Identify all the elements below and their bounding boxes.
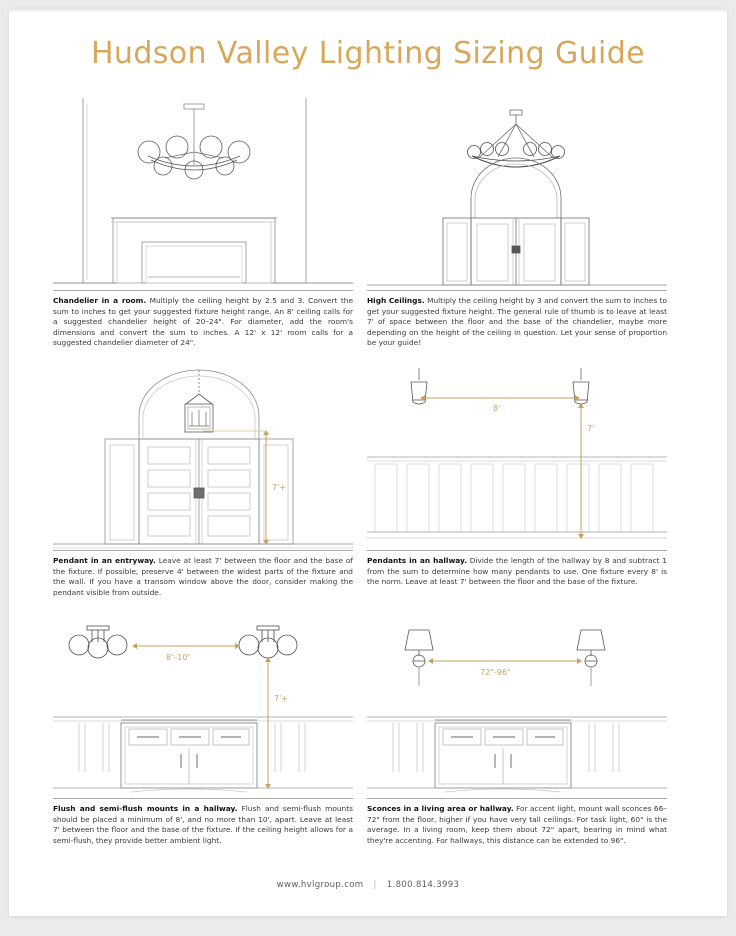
- caption-heading: High Ceilings.: [367, 296, 425, 305]
- page-footer: [9, 880, 727, 890]
- footer-separator: |: [373, 880, 377, 890]
- panel-pendant-in-an-entryway: [53, 368, 353, 598]
- caption-pendant-in-an-entryway: [53, 550, 353, 598]
- panel-chandelier-in-a-room: [53, 94, 353, 349]
- illustration-globe-chandelier-over-fireplace: [53, 94, 353, 290]
- panel-pendants-in-an-hallway: [367, 368, 667, 588]
- dimension-label-vertical: 7'+: [274, 694, 288, 703]
- footer-phone[interactable]: 1.800.814.3993: [386, 880, 460, 890]
- panel-sconces-in-a-living-area-or-hallway: [367, 616, 667, 846]
- caption-heading: Pendants in an hallway.: [367, 556, 467, 565]
- caption-heading: Chandelier in a room.: [53, 296, 147, 305]
- dimension-label-horizontal: 8': [493, 404, 501, 413]
- illustration-ring-chandelier-over-arched-doorway: [367, 94, 667, 290]
- caption-body: For accent light, mount wall sconces 66–72" from the floor, higher if you have very tall ceilings. For task light, 60" is the average. In a living room, keep them about 72" apart, bearing in mind what they're accenting. For hallways, this distance can be extended to 96".: [367, 804, 667, 845]
- illustration-lantern-pendant-in-entryway: [53, 368, 353, 550]
- caption-sconces-in-a-living-area-or-hallway: [367, 798, 667, 846]
- panel-high-ceilings: [367, 94, 667, 349]
- caption-heading: Sconces in a living area or hallway.: [367, 804, 514, 813]
- caption-high-ceilings: [367, 290, 667, 349]
- caption-body: Leave at least 7' between the floor and the base of the fixture. If possible, preserve 4' between the widest parts of the fixture and the wall. If you have a transom window above the door, consider making the pendant visible from outside.: [53, 556, 353, 597]
- caption-heading: Pendant in an entryway.: [53, 556, 156, 565]
- caption-heading: Flush and semi-flush mounts in a hallway.: [53, 804, 238, 813]
- dimension-label-horizontal: 72"-96": [480, 668, 511, 677]
- caption-pendants-in-an-hallway: [367, 550, 667, 588]
- panel-flush-and-semi-flush-mounts: [53, 616, 353, 846]
- page-top-edge: [9, 8, 727, 12]
- caption-body: Flush and semi-flush mounts should be placed a minimum of 8', and no more than 10', apart. Leave at least 7' between the floor and the base of the fixture. If the ceiling height allows for a semi-flush, they provide better ambient light.: [53, 804, 353, 845]
- illustration-two-wall-sconces-over-sideboard: [367, 616, 667, 798]
- caption-body: Divide the length of the hallway by 8 and subtract 1 from the sum to determine how many pendants to use. One fixture every 8' is the norm. Leave at least 7' between the floor and the base of the fixture.: [367, 556, 667, 587]
- dimension-label-vertical: 7': [587, 424, 595, 433]
- guide-page: [9, 8, 727, 916]
- dimension-label-vertical: 7'+: [272, 483, 286, 492]
- caption-body: Multiply the ceiling height by 2.5 and 3. Convert the sum to inches to get your suggested fixture height range. An 8' ceiling calls for a suggested chandelier height of 20–24". For diameter, add the room's dimensions and convert the sum to inches. A 12' x 12' room calls for a suggested chandelier diameter of 24".: [53, 296, 353, 348]
- caption-chandelier-in-a-room: [53, 290, 353, 349]
- footer-website[interactable]: www.hvlgroup.com: [276, 880, 364, 890]
- page-title: Hudson Valley Lighting Sizing Guide: [90, 36, 646, 71]
- caption-body: Multiply the ceiling height by 3 and convert the sum to inches to get your suggested fixture height. The general rule of thumb is to leave at least 7' of space between the floor and the base of the chandelier, maybe more depending on the height of the ceiling in question. Let your sense of proportion be your guide!: [367, 296, 668, 348]
- illustration-two-pendants-over-wainscot-hallway: [367, 368, 667, 550]
- illustration-two-semi-flush-mounts-over-sideboard: [53, 616, 353, 798]
- caption-flush-and-semi-flush-mounts: [53, 798, 353, 846]
- dimension-label-horizontal: 8'–10': [166, 653, 190, 662]
